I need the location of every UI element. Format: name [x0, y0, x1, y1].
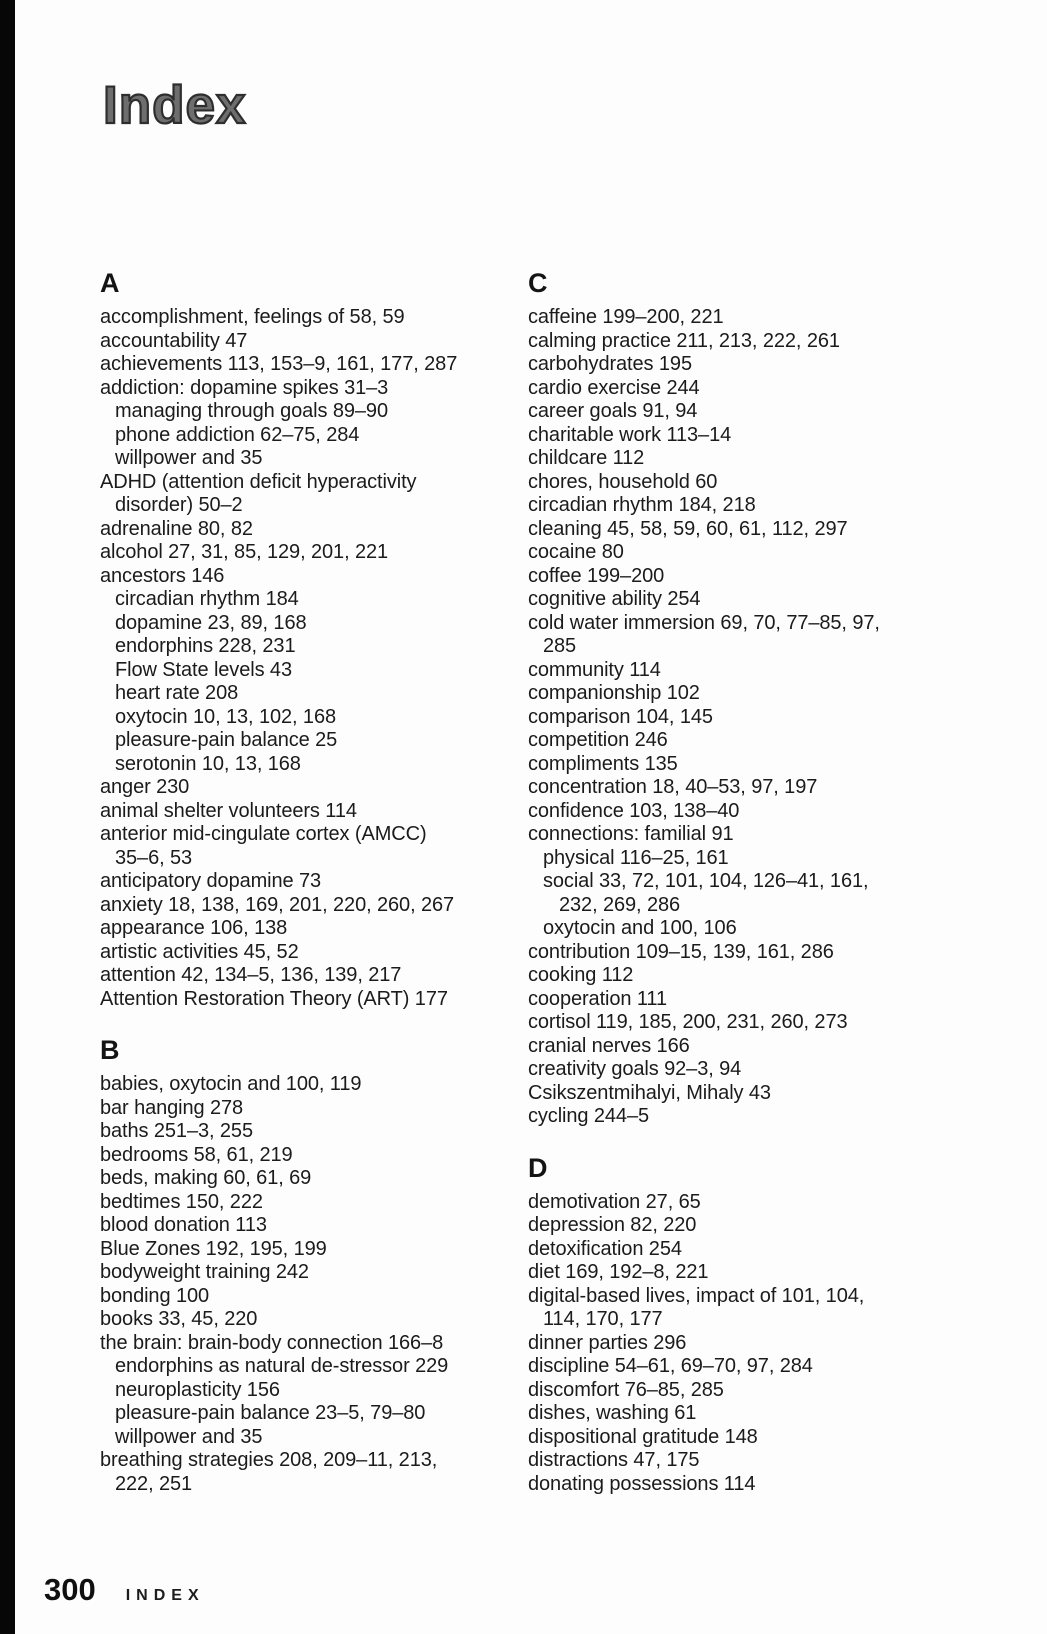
index-entry: beds, making 60, 61, 69 [100, 1167, 312, 1189]
index-entry: detoxification 254 [528, 1237, 682, 1260]
index-entry: 222, 251 [115, 1472, 193, 1495]
index-entry: pleasure-pain balance 23–5, 79–80 [115, 1402, 426, 1424]
scan-edge-shadow [0, 0, 15, 1634]
index-entry: chores, household 60 [528, 470, 718, 493]
index-entry: 114, 170, 177 [543, 1308, 663, 1330]
index-entry: calming practice 211, 213, 222, 261 [528, 329, 840, 352]
index-entry: cardio exercise 244 [528, 376, 700, 399]
index-entry: anticipatory dopamine 73 [100, 870, 322, 892]
index-entry: circadian rhythm 184, 218 [528, 494, 756, 516]
index-entry: bedtimes 150, 222 [100, 1190, 263, 1213]
index-entry: cooperation 111 [528, 987, 667, 1010]
index-entry: phone addiction 62–75, 284 [115, 423, 360, 446]
index-entry: anxiety 18, 138, 169, 201, 220, 260, 267 [100, 893, 455, 916]
index-entry: depression 82, 220 [528, 1214, 697, 1236]
index-entry: charitable work 113–14 [528, 423, 732, 446]
index-entry: disorder) 50–2 [115, 494, 243, 516]
index-entry: career goals 91, 94 [528, 400, 698, 422]
section-letter: A [100, 268, 120, 298]
section-letter: D [528, 1152, 548, 1183]
index-entry: adrenaline 80, 82 [100, 517, 253, 540]
index-entry: animal shelter volunteers 114 [100, 799, 357, 822]
index-entry: coffee 199–200 [528, 564, 665, 587]
index-entry: Flow State levels 43 [115, 658, 292, 681]
index-entry: breathing strategies 208, 209–11, 213, [100, 1449, 438, 1471]
index-entry: addiction: dopamine spikes 31–3 [100, 376, 389, 399]
index-entry: donating possessions 114 [528, 1472, 756, 1495]
index-entry: baths 251–3, 255 [100, 1120, 253, 1142]
index-entry: discipline 54–61, 69–70, 97, 284 [528, 1355, 813, 1377]
index-entry: willpower and 35 [115, 1425, 263, 1448]
section-letter: C [528, 268, 548, 298]
index-entry: oxytocin 10, 13, 102, 168 [115, 705, 336, 728]
index-entry: cranial nerves 166 [528, 1034, 690, 1057]
index-entry: physical 116–25, 161 [543, 846, 729, 869]
index-entry: endorphins 228, 231 [115, 635, 296, 657]
index-entry: 232, 269, 286 [559, 893, 681, 916]
index-entry: childcare 112 [528, 447, 645, 469]
index-entry: Blue Zones 192, 195, 199 [100, 1237, 327, 1260]
index-entry: caffeine 199–200, 221 [528, 306, 724, 328]
index-entry: bar hanging 278 [100, 1096, 244, 1119]
page-number: 300 [44, 1572, 96, 1607]
index-entry: dopamine 23, 89, 168 [115, 611, 307, 634]
index-entry: ancestors 146 [100, 564, 225, 587]
index-entry: neuroplasticity 156 [115, 1378, 280, 1401]
page-title: Index [103, 76, 247, 135]
index-entry: pleasure-pain balance 25 [115, 729, 338, 751]
index-entry: concentration 18, 40–53, 97, 197 [528, 776, 818, 798]
index-entry: accomplishment, feelings of 58, 59 [100, 306, 405, 328]
index-entry: serotonin 10, 13, 168 [115, 752, 301, 775]
index-entry: cycling 244–5 [528, 1105, 650, 1127]
index-entry: community 114 [528, 658, 661, 681]
index-entry: bodyweight training 242 [100, 1261, 309, 1283]
section-letter: B [100, 1035, 120, 1065]
index-entry: cocaine 80 [528, 541, 624, 563]
index-section-A [100, 268, 532, 1011]
index-entry: compliments 135 [528, 752, 678, 775]
index-entry: cortisol 119, 185, 200, 231, 260, 273 [528, 1011, 848, 1033]
index-entry: 35–6, 53 [115, 846, 193, 869]
index-entry: achievements 113, 153–9, 161, 177, 287 [100, 353, 458, 375]
index-entry: creativity goals 92–3, 94 [528, 1058, 742, 1080]
running-head-label: INDEX [125, 1587, 205, 1604]
index-entry: cognitive ability 254 [528, 588, 701, 610]
index-entry: bedrooms 58, 61, 219 [100, 1143, 293, 1166]
index-entry: 285 [543, 635, 577, 657]
index-entry: Attention Restoration Theory (ART) 177 [100, 987, 448, 1010]
index-entry: ADHD (attention deficit hyperactivity [100, 470, 417, 493]
index-entry: discomfort 76–85, 285 [528, 1378, 724, 1401]
index-entry: contribution 109–15, 139, 161, 286 [528, 940, 834, 963]
index-entry: the brain: brain-body connection 166–8 [100, 1331, 444, 1354]
index-column-left [100, 268, 532, 1496]
index-entry: anger 230 [100, 776, 190, 798]
index-entry: comparison 104, 145 [528, 705, 713, 728]
index-entry: cooking 112 [528, 964, 634, 986]
index-entry: competition 246 [528, 729, 668, 751]
index-entry: connections: familial 91 [528, 823, 734, 845]
index-entry: digital-based lives, impact of 101, 104, [528, 1284, 865, 1307]
index-entry: dinner parties 296 [528, 1331, 687, 1354]
index-entry: oxytocin and 100, 106 [543, 917, 737, 939]
index-entry: diet 169, 192–8, 221 [528, 1261, 709, 1283]
index-entry: accountability 47 [100, 329, 248, 352]
index-entry: willpower and 35 [115, 447, 263, 469]
index-entry: dispositional gratitude 148 [528, 1425, 758, 1448]
index-entry: dishes, washing 61 [528, 1402, 697, 1424]
index-entry: demotivation 27, 65 [528, 1190, 701, 1213]
index-entry: books 33, 45, 220 [100, 1308, 258, 1330]
index-entry: anterior mid-cingulate cortex (AMCC) [100, 823, 427, 845]
index-entry: heart rate 208 [115, 682, 239, 704]
index-entry: blood donation 113 [100, 1214, 267, 1236]
index-entry: carbohydrates 195 [528, 353, 692, 375]
index-entry: managing through goals 89–90 [115, 400, 388, 422]
index-section-D [528, 1153, 960, 1497]
index-entry: alcohol 27, 31, 85, 129, 201, 221 [100, 541, 389, 563]
index-entry: endorphins as natural de-stressor 229 [115, 1355, 449, 1377]
index-entry: cold water immersion 69, 70, 77–85, 97, [528, 611, 880, 634]
index-entry: cleaning 45, 58, 59, 60, 61, 112, 297 [528, 517, 848, 540]
index-column-right [528, 268, 960, 1496]
index-entry: appearance 106, 138 [100, 917, 288, 939]
index-entry: confidence 103, 138–40 [528, 799, 740, 822]
page-footer [44, 1572, 205, 1608]
index-entry: circadian rhythm 184 [115, 588, 299, 610]
index-entry: distractions 47, 175 [528, 1449, 700, 1471]
index-entry: attention 42, 134–5, 136, 139, 217 [100, 964, 402, 986]
index-entry: artistic activities 45, 52 [100, 940, 299, 963]
index-entry: social 33, 72, 101, 104, 126–41, 161, [543, 870, 869, 892]
index-entry: companionship 102 [528, 682, 700, 704]
index-section-B [100, 1035, 532, 1496]
index-entry: bonding 100 [100, 1284, 210, 1307]
index-section-C [528, 268, 960, 1129]
index-entry: Csikszentmihalyi, Mihaly 43 [528, 1081, 771, 1104]
index-entry: babies, oxytocin and 100, 119 [100, 1073, 362, 1095]
